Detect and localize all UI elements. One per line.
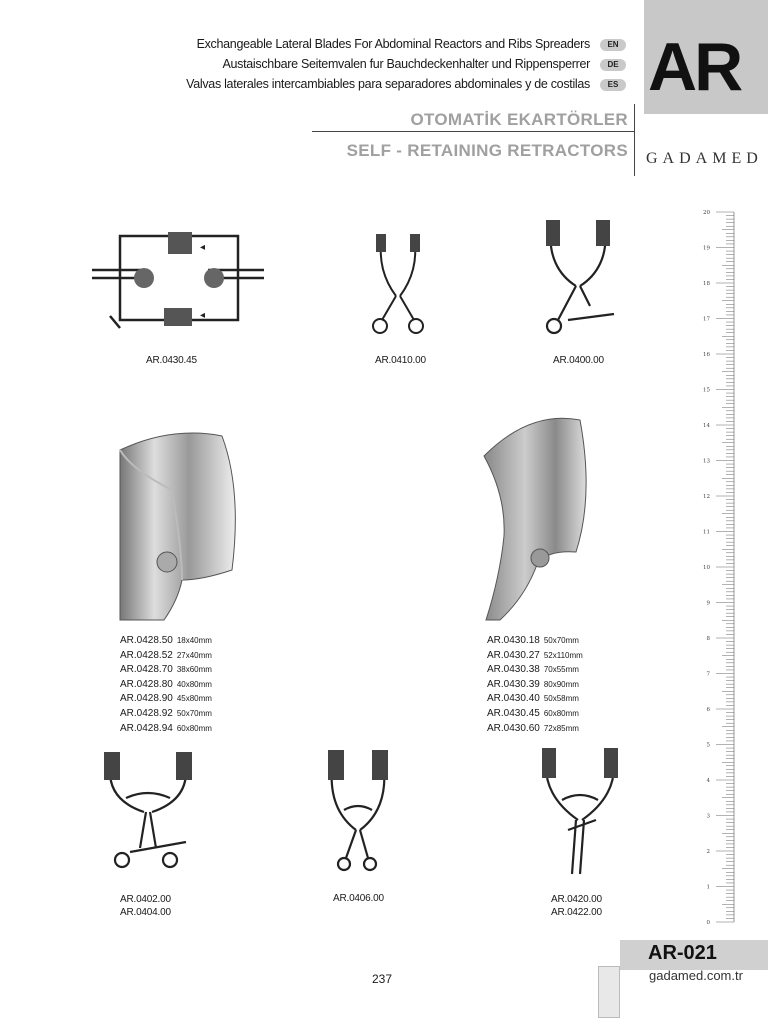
page-number: 237 [372,972,393,986]
blade-size: 40x80mm [176,679,212,689]
blade-code: AR.0428.52 [120,649,173,661]
blade-spec-row [120,649,212,664]
blade-spec-row [487,692,583,707]
blade-size: 50x70mm [176,708,212,718]
blade-spec-row [120,634,212,649]
blade-size: 70x55mm [543,665,579,675]
ruler-label: 11 [703,529,710,536]
product-code: AR.0404.00 [120,907,171,918]
footer-accent-box [598,966,620,1018]
retractor-with-ratchet-image [538,216,618,338]
ruler-label: 16 [703,352,710,358]
blade-size: 18x40mm [176,636,212,645]
brand-logo: GADAMED [646,150,763,167]
blade-code: AR.0430.38 [487,664,540,676]
blade-code: AR.0428.94 [120,722,173,734]
blade-spec-row [120,692,212,707]
blade-code: AR.0428.90 [120,693,173,705]
blade-spec-list-right [487,634,583,736]
blade-code: AR.0430.27 [487,649,540,661]
ruler-label: 8 [706,636,710,642]
product-code-group [551,893,602,919]
rib-spreader-image [538,744,622,878]
category-tr: OTOMATİK EKARTÖRLER [410,110,628,129]
blade-size: 52x110mm [543,650,583,660]
ruler-label: 10 [703,565,710,571]
blade-spec-list-left [120,634,212,736]
blade-spec-row [120,663,212,678]
blade-code: AR.0428.70 [120,664,173,676]
page-code: AR-021 [648,942,717,964]
ruler-label: 6 [706,707,710,713]
blade-size: 72x85mm [543,723,579,733]
category-en: SELF - RETAINING RETRACTORS [346,141,628,160]
lang-badge-en: EN [600,39,626,51]
blade-code: AR.0428.92 [120,707,173,719]
product-code-group [120,893,171,919]
measurement-ruler [698,208,738,928]
ruler-label: 15 [703,387,710,394]
lateral-blade-image [112,430,244,622]
ruler-label: 3 [706,813,710,820]
blade-size: 60x80mm [176,723,212,733]
ruler-label: 9 [706,600,710,607]
blade-code: AR.0430.60 [487,722,540,734]
blade-size: 80x90mm [543,679,579,689]
blade-code: AR.0428.80 [120,678,173,690]
blade-size: 60x80mm [543,708,579,718]
product-code: AR.0410.00 [375,355,426,366]
blade-spec-row [487,649,583,664]
blade-size: 45x80mm [176,694,212,704]
blade-spec-row [487,707,583,722]
blade-size: 50x58mm [543,694,579,704]
product-code: AR.0430.45 [146,355,197,366]
blade-size: 27x40mm [176,650,212,660]
product-code: AR.0400.00 [553,355,604,366]
abdominal-retractor-image [100,748,196,874]
svg-text:◂: ◂ [200,310,206,321]
blade-size: 50x70mm [543,636,579,645]
small-retractor-image [368,230,428,340]
ruler-label: 20 [703,210,710,216]
ruler-label: 13 [703,458,710,465]
blade-spec-row [120,722,212,737]
blade-code: AR.0428.50 [120,635,173,646]
blade-spec-row [120,678,212,693]
product-code: AR.0422.00 [551,907,602,918]
title-en: Exchangeable Lateral Blades For Abdominal Reactors and Ribs Spreaders [196,37,590,51]
title-es: Valvas laterales intercambiables para separadores abdominales y de costilas [186,77,590,91]
blade-spec-row [120,707,212,722]
ruler-label: 19 [703,245,710,252]
blade-code: AR.0430.45 [487,707,540,719]
product-code: AR.0402.00 [120,894,171,905]
svg-text:◂: ◂ [200,242,206,253]
title-de: Austaischbare Seitemvalen fur Bauchdeckenhalter und Rippensperrer [222,57,590,71]
header-vertical-divider [634,104,635,176]
product-code: AR.0406.00 [333,893,384,904]
blade-spec-row [487,678,583,693]
website: gadamed.com.tr [649,968,743,983]
ruler-label: 1 [706,884,710,891]
header-divider [312,131,634,132]
curved-blade-image [480,416,612,620]
ruler-label: 14 [703,423,710,429]
lang-badge-es: ES [600,79,626,91]
ruler-label: 2 [706,849,710,855]
ruler-label: 17 [703,316,710,323]
blade-code: AR.0430.18 [487,635,540,646]
ruler-label: 5 [706,742,710,749]
ruler-label: 0 [706,920,710,926]
frame-retractor-image [88,228,268,338]
ruler-label: 18 [703,281,710,287]
blade-size: 38x60mm [176,665,212,675]
blade-code: AR.0430.39 [487,678,540,690]
pediatric-retractor-image [322,746,394,874]
product-code: AR.0420.00 [551,894,602,905]
lang-badge-de: DE [600,59,626,71]
blade-code: AR.0430.40 [487,693,540,705]
ruler-label: 4 [706,778,710,784]
ruler-label: 12 [703,494,710,500]
blade-spec-row [487,722,583,737]
section-code: AR [648,29,741,105]
blade-spec-row [487,634,583,649]
ruler-label: 7 [706,671,710,678]
blade-spec-row [487,663,583,678]
